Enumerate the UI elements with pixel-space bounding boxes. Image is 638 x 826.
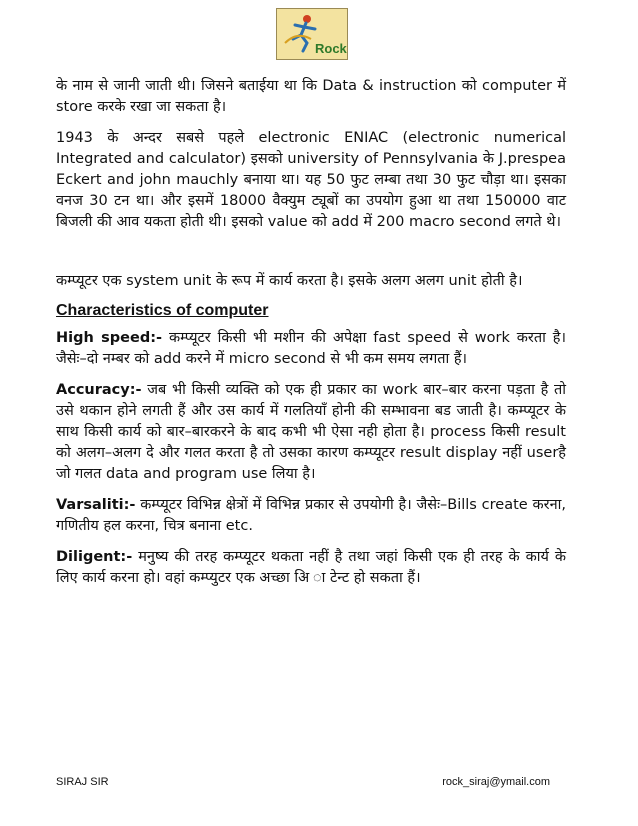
term-description: जब भी किसी व्यक्ति को एक ही प्रकार का work बार–बार करना पड़ता है तो उसे थकान होने लगती हैं और उस कार्य में गलतियॉं होनी की सम्भावना बड जाती है। कम्प्यूटर के साथ किसी कार्य को बार–बारकरने के बाद कभी भी ऐसा नही होता है। process किसी result को अलग–अलग दे और गलत करता है तो उसका कारण कम्प्यूटर result display नहीं userहै जो गलत data and program use लिया है। <box>56 382 566 482</box>
eniac-paragraph: 1943 के अन्दर सबसे पहले electronic ENIAC (electronic numerical Integrated and calculator) इसको university of Pennsylvania के J.prespea Eckert and john mauchly बनाया था। यह 50 फुट लम्बा तथा 30 फुट चौड़ा था। इसका वनज 30 टन था। और इसमें 18000 वैक्युम ट्यूबों का उपयोग हुआ था तथा 150000 वाट बिजली की आव यकता होती थी। इसको value को add में 200 macro second लगते थे। <box>56 130 566 230</box>
runner-icon <box>277 9 347 59</box>
term-label: Varsaliti:- <box>56 497 136 513</box>
section-heading: Characteristics of computer <box>56 302 269 319</box>
characteristic-diligent <box>56 547 566 589</box>
footer-email: rock_siraj@ymail.com <box>442 776 550 788</box>
characteristic-versatility <box>56 495 566 537</box>
page-content <box>56 76 566 599</box>
intro-paragraph: के नाम से जानी जाती थी। जिसने बताईया था कि Data & instruction को computer में store करके रखा जा सकता है। <box>56 78 566 115</box>
term-description: कम्प्यूटर विभिन्न क्षेत्रों में विभिन्न प्रकार से उपयोगी है। जैसेः–Bills create करना, गणितीय हल करना, चित्र बनाना etc. <box>56 497 566 534</box>
term-description: कम्प्यूटर किसी भी मशीन की अपेक्षा fast speed से work करता है। जैसेः–दो नम्बर को add करने में micro second से भी कम समय लगता हैं। <box>56 330 566 367</box>
rock-logo <box>276 8 348 60</box>
term-label: High speed:- <box>56 330 163 346</box>
term-description: मनुष्य की तरह कम्प्यूटर थकता नहीं है तथा जहां किसी एक ही तरह के कार्य के लिए कार्य करना हो। वहां कम्प्युटर एक अच्छा अि ा टेन्ट हो सकता हैं। <box>56 549 566 586</box>
page-footer <box>56 776 550 788</box>
characteristic-accuracy <box>56 380 566 485</box>
term-label: Accuracy:- <box>56 382 142 398</box>
footer-author: SIRAJ SIR <box>56 776 109 788</box>
system-unit-paragraph: कम्प्यूटर एक system unit के रूप में कार्य करता है। इसके अलग अलग unit होती है। <box>56 273 523 289</box>
logo-text: Rock <box>315 41 347 56</box>
term-label: Diligent:- <box>56 549 133 565</box>
characteristic-high-speed <box>56 328 566 370</box>
spacer <box>56 243 566 271</box>
